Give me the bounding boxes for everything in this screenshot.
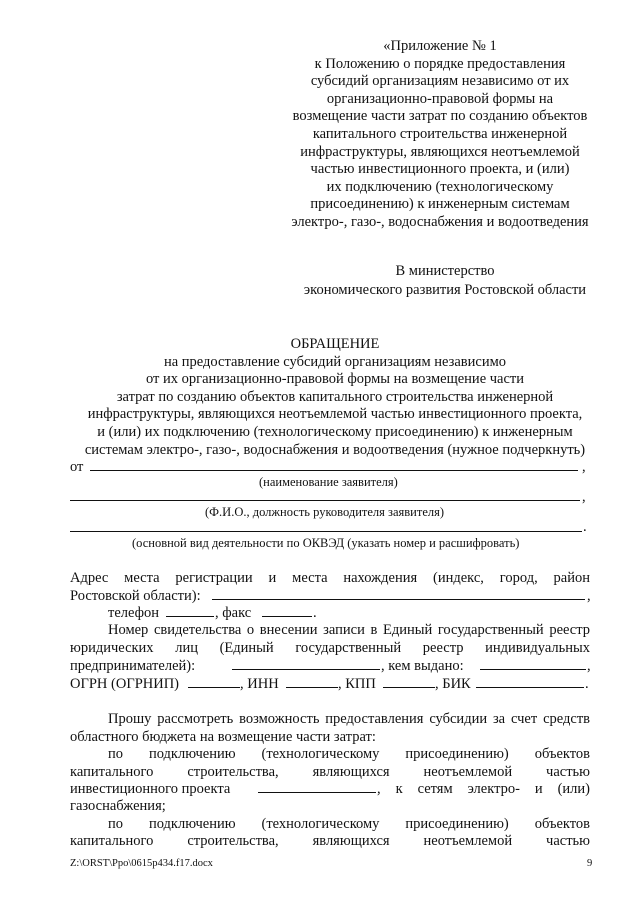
request-p1-line-3a: инвестиционного проекта (70, 781, 231, 797)
comma: , (587, 588, 591, 604)
comma: , (582, 459, 586, 475)
issued-by-field[interactable] (480, 656, 586, 670)
ogrn-label: ОГРН (ОГРНИП) (70, 676, 180, 692)
period: . (583, 519, 587, 535)
request-line-1: Прошу рассмотреть возможность предоставления субсидии за счет средств (108, 711, 590, 727)
appendix-line: капитального строительства инженерной (312, 125, 568, 142)
kpp-field[interactable] (383, 674, 435, 688)
registry-line-2: юридических лиц (Единый государственный реестр индивидуальных (70, 640, 590, 656)
appendix-line: «Приложение № 1 (383, 38, 497, 54)
bik-label: , БИК (435, 676, 471, 692)
okved-hint: (основной вид деятельности по ОКВЭД (указать номер и расшифровать) (132, 536, 520, 550)
period: . (585, 676, 589, 692)
head-name-field[interactable] (70, 487, 580, 501)
request-p2-line-1: по подключению (технологическому присоединению) объектов (108, 816, 590, 832)
title-line: системам электро-, газо-, водоснабжения и водоотведения (нужное подчеркнуть) (84, 441, 586, 458)
comma: , (582, 489, 586, 505)
inn-label: , ИНН (240, 676, 279, 692)
head-name-hint: (Ф.И.О., должность руководителя заявителя) (205, 505, 445, 519)
request-p2-line-2: капитального строительства, являющихся неотъемлемой частью (70, 833, 590, 849)
inn-field[interactable] (286, 674, 338, 688)
kpp-label: , КПП (338, 676, 376, 692)
applicant-name-hint: (наименование заявителя) (259, 475, 398, 489)
registry-line-3-label: предпринимателей): (70, 658, 196, 674)
appendix-line: электро-, газо-, водоснабжения и водоотведения (291, 213, 589, 230)
appendix-line: их подключению (технологическому (326, 178, 554, 195)
title-line: инфраструктуры, являющихся неотъемлемой частью инвестиционного проекта, (87, 406, 583, 423)
appendix-line: субсидий организациям независимо от их (310, 73, 570, 90)
registry-number-field[interactable] (232, 656, 380, 670)
title-line: от их организационно-правовой формы на возмещение части (145, 371, 525, 388)
recipient-block (280, 262, 610, 300)
appendix-line: частью инвестиционного проекта, и (или) (310, 161, 570, 178)
fax-field[interactable] (262, 603, 312, 617)
title-line: на предоставление субсидий организациям независимо (163, 353, 507, 370)
title-heading: ОБРАЩЕНИЕ (290, 336, 380, 352)
appendix-line: организационно-правовой формы на (326, 90, 554, 107)
request-p1-line-4: газоснабжения; (70, 798, 166, 814)
bik-field[interactable] (476, 674, 584, 688)
title-line: затрат по созданию объектов капитального строительства инженерной (116, 388, 554, 405)
period: . (313, 605, 317, 621)
applicant-name-field[interactable] (90, 457, 578, 471)
appendix-line: присоединению) к инженерным системам (310, 196, 570, 213)
address-line-2: Ростовской области): (70, 588, 201, 604)
phone-label: телефон (108, 605, 160, 621)
request-p1-line-1: по подключению (технологическому присоединению) объектов (108, 746, 590, 762)
recipient-line-1: В министерство (395, 263, 495, 279)
investment-project-field[interactable] (258, 779, 376, 793)
appendix-header (270, 38, 610, 232)
registry-line-1: Номер свидетельства о внесении записи в Единый государственный реестр (108, 622, 590, 638)
address-line-1: Адрес места регистрации и места нахождения (индекс, город, район (70, 570, 590, 586)
request-line-2: областного бюджета на возмещение части затрат: (70, 729, 376, 745)
request-p1-line-3b: , к сетям электро- и (или) (377, 781, 590, 797)
title-line: и (или) их подключению (технологическому присоединению) к инженерным (97, 423, 573, 440)
recipient-line-2: экономического развития Ростовской области (303, 282, 587, 298)
ogrn-field[interactable] (188, 674, 240, 688)
request-p1-line-2: капитального строительства, являющихся неотъемлемой частью (70, 764, 590, 780)
fax-label: , факс (215, 605, 252, 621)
from-label: от (70, 459, 84, 475)
page-number: 9 (587, 858, 593, 869)
document-title (70, 336, 600, 459)
address-field[interactable] (212, 586, 585, 600)
okved-field[interactable] (70, 518, 582, 532)
issued-label: , кем выдано: (381, 658, 464, 674)
appendix-line: инфраструктуры, являющихся неотъемлемой (300, 143, 580, 160)
appendix-line: возмещение части затрат по созданию объектов (292, 108, 588, 125)
comma: , (587, 658, 591, 674)
phone-field[interactable] (166, 603, 214, 617)
footer-file-path: Z:\ORST\Ppo\0615p434.f17.docx (70, 858, 213, 869)
appendix-line: к Положению о порядке предоставления (314, 55, 566, 72)
